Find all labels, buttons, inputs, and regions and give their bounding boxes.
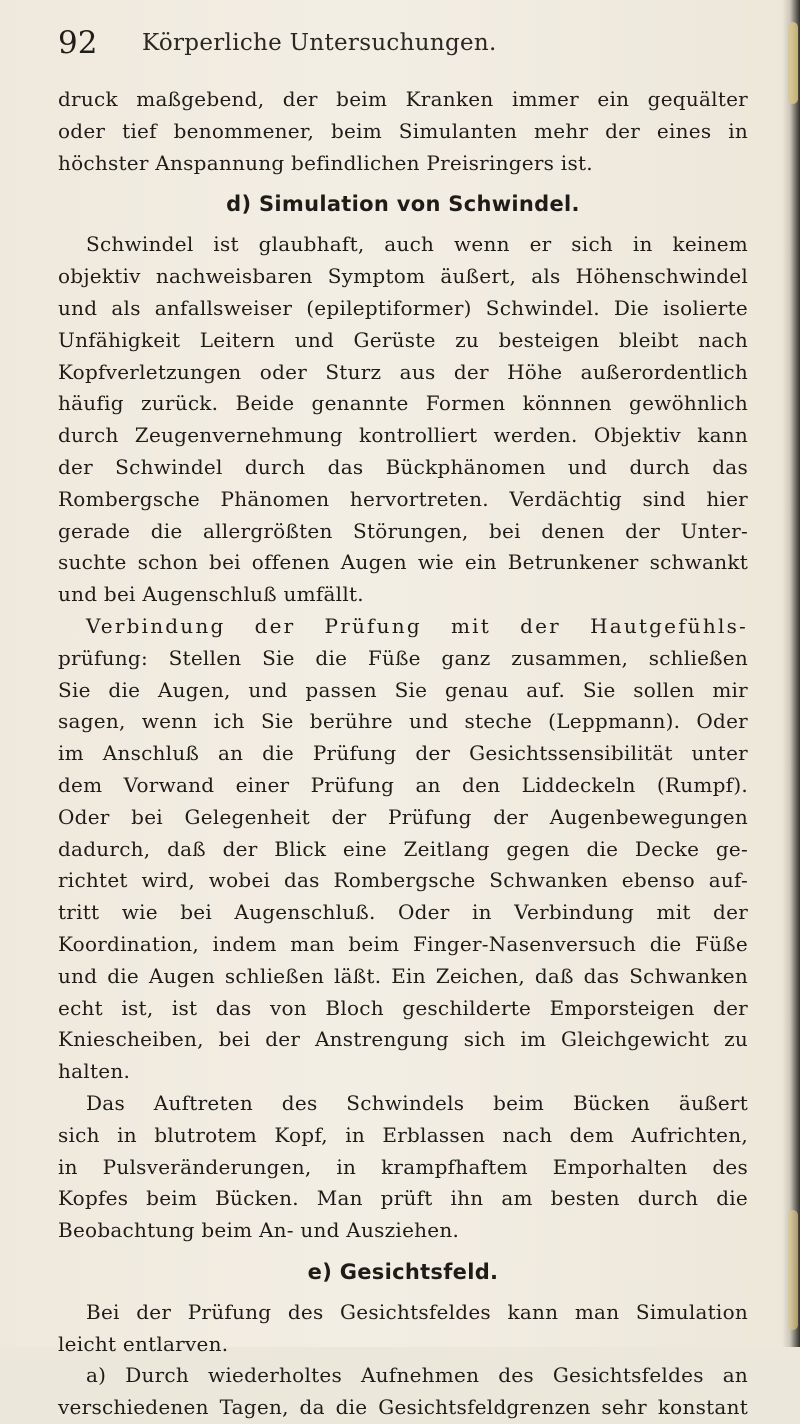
text-line: sagen, wenn ich Sie berühre und steche (Leppmann). Oder bbox=[58, 709, 748, 734]
text-line: Kniescheiben, bei der Anstrengung sich im Gleichgewicht zu bbox=[58, 1027, 748, 1052]
text-line: suchte schon bei offenen Augen wie ein Betrunkener schwankt bbox=[58, 550, 748, 575]
text-line: häufig zurück. Beide genannte Formen könnnen gewöhnlich bbox=[58, 391, 748, 416]
text-line: und bei Augenschluß umfällt. bbox=[58, 582, 364, 607]
text-line: druck maßgebend, der beim Kranken immer ein gequälter bbox=[58, 87, 748, 111]
text-line: halten. bbox=[58, 1059, 131, 1084]
text-line: und die Augen schließen läßt. Ein Zeichen, daß das Schwanken bbox=[58, 963, 748, 988]
text-line: oder tief benommener, beim Simulanten mehr der eines in bbox=[58, 118, 748, 143]
section-heading-simulation-schwindel: d) Simulation von Schwindel. bbox=[226, 192, 580, 217]
page-number: 92 bbox=[58, 25, 98, 61]
page-header bbox=[58, 22, 748, 64]
text-line: gerade die allergrößten Störungen, bei denen der Unter- bbox=[58, 518, 748, 543]
running-title: Körperliche Untersuchungen. bbox=[142, 30, 497, 56]
text-line: und als anfallsweiser (epileptiformer) Schwindel. Die isolierte bbox=[58, 295, 748, 320]
text-line: der Schwindel durch das Bückphänomen und durch das bbox=[58, 454, 748, 479]
edge-highlight-bottom bbox=[788, 1210, 798, 1330]
text-line: a) Durch wiederholtes Aufnehmen des Gesichtsfeldes an bbox=[86, 1363, 748, 1388]
text-line: Oder bei Gelegenheit der Prüfung der Augenbewegungen bbox=[58, 804, 748, 829]
text-line: verschiedenen Tagen, da die Gesichtsfeldgrenzen sehr konstant bbox=[58, 1395, 748, 1420]
text-line: Sie die Augen, und passen Sie genau auf. Sie sollen mir bbox=[58, 677, 748, 702]
text-line: Kopfverletzungen oder Sturz aus der Höhe außerordentlich bbox=[58, 359, 748, 384]
text-line: im Anschluß an die Prüfung der Gesichtssensibilität unter bbox=[58, 741, 748, 766]
body-text bbox=[58, 84, 748, 1424]
text-line: Bei der Prüfung des Gesichtsfeldes kann man Simulation bbox=[86, 1299, 748, 1324]
text-line: dem Vorwand einer Prüfung an den Liddeckeln (Rumpf). bbox=[58, 772, 748, 797]
text-line: höchster Anspannung befindlichen Preisringers ist. bbox=[58, 150, 593, 175]
text-line: Das Auftreten des Schwindels beim Bücken äußert bbox=[86, 1090, 748, 1115]
text-line: Koordination, indem man beim Finger-Nasenversuch die Füße bbox=[58, 931, 748, 956]
text-line: Verbindung der Prüfung mit der Hautgefühls- bbox=[86, 613, 748, 638]
text-line: echt ist, ist das von Bloch geschilderte Emporsteigen der bbox=[58, 995, 748, 1020]
edge-highlight-top bbox=[788, 22, 798, 104]
text-line: leicht entlarven. bbox=[58, 1331, 229, 1356]
page-right-edge-shadow bbox=[782, 0, 800, 1347]
text-line: sich in blutrotem Kopf, in Erblassen nach dem Aufrichten, bbox=[58, 1122, 748, 1147]
text-line: in Pulsveränderungen, in krampfhaftem Emporhalten des bbox=[58, 1154, 748, 1179]
text-line: dadurch, daß der Blick eine Zeitlang gegen die Decke ge- bbox=[58, 836, 748, 861]
text-line: objektiv nachweisbaren Symptom äußert, als Höhenschwindel bbox=[58, 264, 748, 289]
text-line: Kopfes beim Bücken. Man prüft ihn am besten durch die bbox=[58, 1186, 748, 1211]
text-line: Rombergsche Phänomen hervortreten. Verdächtig sind hier bbox=[58, 486, 748, 511]
text-line: Schwindel ist glaubhaft, auch wenn er sich in keinem bbox=[86, 232, 748, 257]
text-line: prüfung: Stellen Sie die Füße ganz zusammen, schließen bbox=[58, 645, 748, 670]
section-heading-gesichtsfeld: e) Gesichtsfeld. bbox=[307, 1259, 499, 1284]
text-line: durch Zeugenvernehmung kontrolliert werden. Objektiv kann bbox=[58, 423, 748, 448]
text-line: Beobachtung beim An- und Ausziehen. bbox=[58, 1218, 460, 1243]
text-line: Unfähigkeit Leitern und Gerüste zu besteigen bleibt nach bbox=[58, 327, 748, 352]
text-line: tritt wie bei Augenschluß. Oder in Verbindung mit der bbox=[58, 900, 748, 925]
text-line: richtet wird, wobei das Rombergsche Schwanken ebenso auf- bbox=[58, 868, 748, 893]
